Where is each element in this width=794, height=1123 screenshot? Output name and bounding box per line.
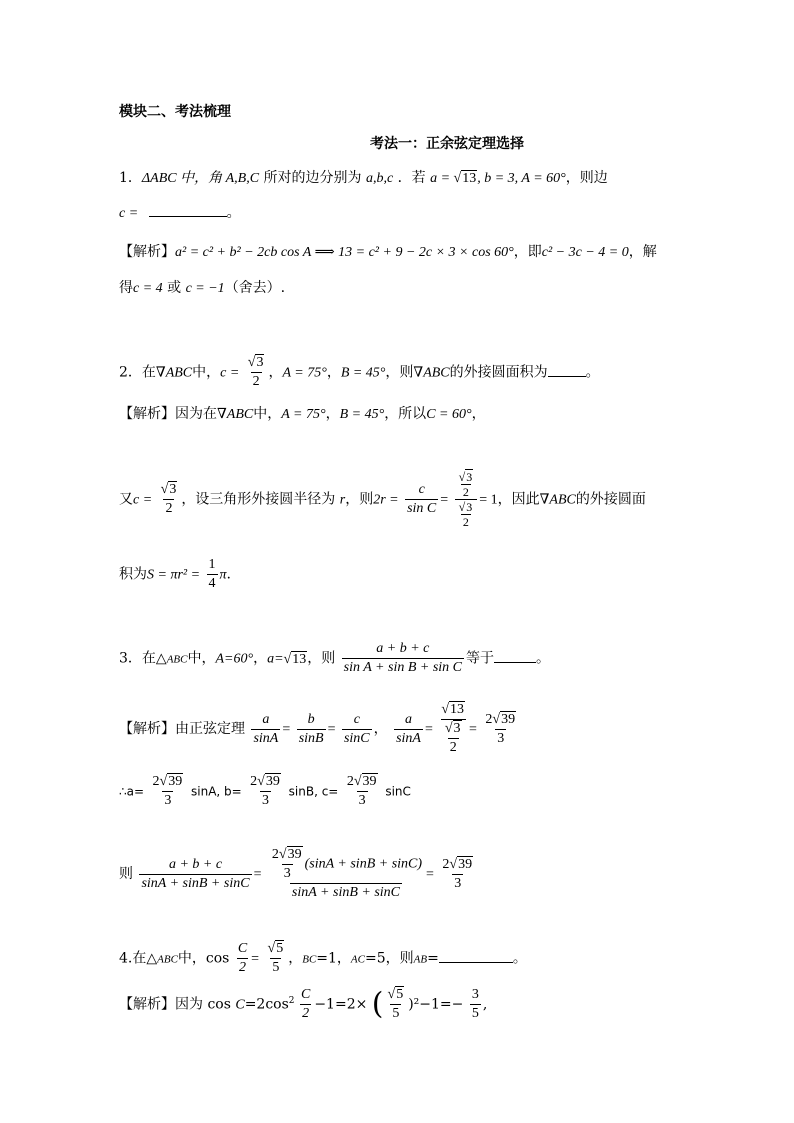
answer-blank[interactable] — [494, 662, 536, 663]
question-3-analysis-3: 则 $\frac{a + b + c}{\sin A + \sin B + \sin C}$ = $\frac{2√39}{3}$ (sinA + sinB + sinC) sinA + sinB + sinC = $\frac{2√39}{3}$ — [119, 847, 473, 900]
answer-blank[interactable] — [439, 962, 513, 963]
question-3-analysis-2: ∴a= $\frac{2√39}{3}$ sinA, b= $\frac{2√39}{3}$ sinB, c= $\frac{2√39}{3}$ sinC — [119, 774, 411, 808]
question-1-analysis-2: 得c = 4 或 c = −1（舍去）. — [119, 280, 286, 296]
question-1-analysis-1: 【解析】a² = c² + b² − 2cb cos A ⟹ 13 = c² + 9 − 2c × 3 × cos 60°，即c² − 3c − 4 = 0，解 — [119, 244, 657, 260]
method-title: 考法一：正余弦定理选择 — [370, 136, 524, 152]
question-4-line-1: 4.在△ABC中，cos $\frac{C}{2}$ = $\frac{√5}{5}$ ，BC=1，AC=5，则AB= 。 — [119, 941, 527, 975]
answer-blank[interactable] — [548, 376, 586, 377]
question-3-analysis-1: 【解析】由正弦定理 $\frac{a}{\sin A}$ = $\frac{b}{\sin B}$ = $\frac{c}{\sin C}$ ， $\frac{a}{\sin A}$ = $\frac{√13}{\frac{√3}{2}}$ = $\frac{2√39}{3}$ — [119, 702, 516, 755]
question-1-line-1: 1．ΔABC 中，角 A,B,C 所对的边分别为 a,b,c ．若 a = √13, b = 3, A = 60°，则边 — [119, 170, 608, 186]
question-2-analysis-2: 又c = $\frac{√3}{2}$ ，设三角形外接圆半径为 r，则2r = $\frac{c}{\text{sin C}}$ = $\frac{\frac{√3}{2}}{\frac{√3}{2}}$ = 1，因此∇ABC的外接圆面 — [119, 470, 646, 529]
question-1-line-2: c = 。 — [119, 205, 241, 221]
answer-blank[interactable] — [149, 216, 227, 217]
question-2-analysis-3: 积为S = πr² = $\frac{1}{4}$ π. — [119, 557, 231, 591]
question-2-analysis-1: 【解析】因为在∇ABC中，A = 75°，B = 45°，所以C = 60°， — [119, 406, 486, 422]
question-4-analysis-1: 【解析】因为 $\cos C=2\cos^2$ $\frac{C}{2}$ −1=2× ( $\frac{√5}{5}$ )²−1=− $\frac{3}{5}$ , — [119, 986, 488, 1022]
question-2-line-1: 2．在∇ABC中，c = $\frac{√3}{2}$ ，A = 75°，B = 45°，则∇ABC的外接圆面积为 。 — [119, 355, 600, 389]
question-3-line-1: 3．在△ABC中，A=60°，a=√13，则 $\frac{a + b + c}{\text{sin A + sin B + sin C}}$ 等于 。 — [119, 641, 551, 675]
section-title: 模块二、考法梳理 — [119, 104, 231, 120]
